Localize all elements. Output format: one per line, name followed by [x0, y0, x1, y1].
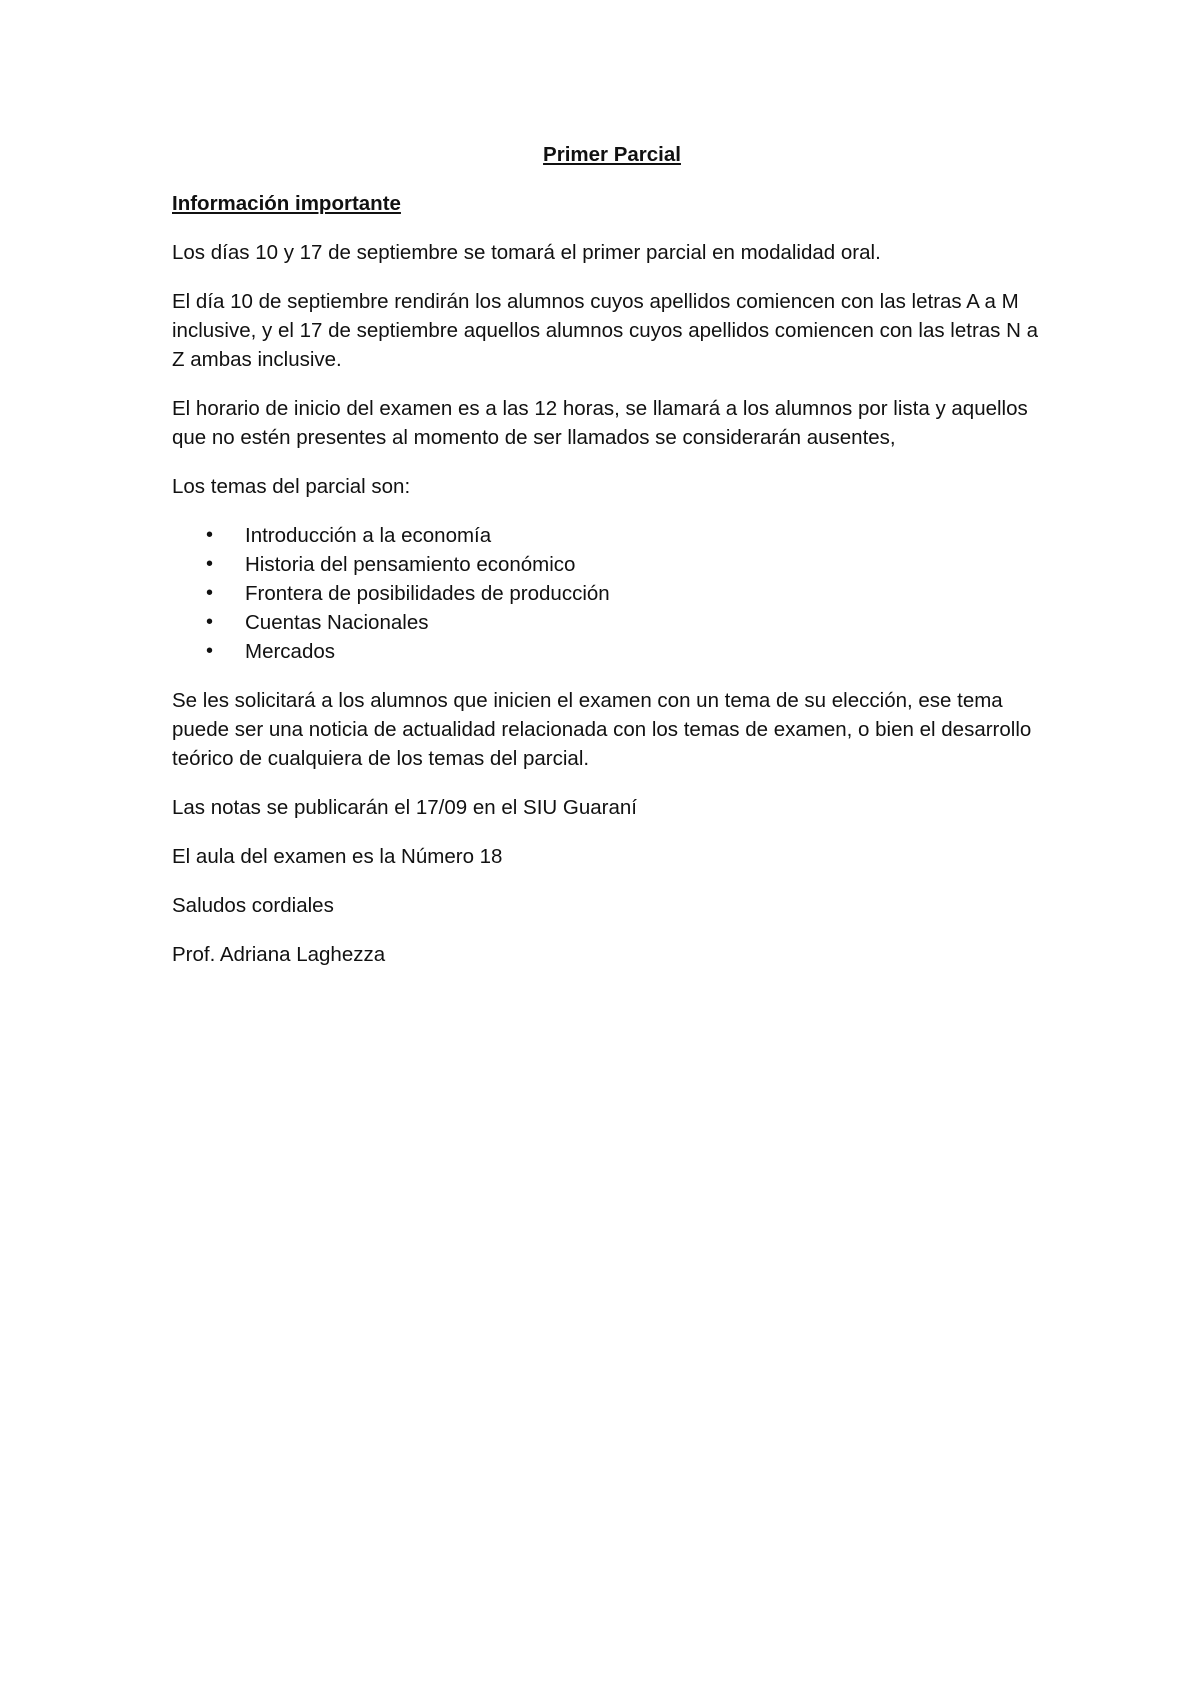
list-item: [172, 579, 1052, 608]
topic-label: Cuentas Nacionales: [245, 611, 429, 634]
paragraph-topics-intro: Los temas del parcial son:: [172, 475, 411, 498]
list-item: [172, 608, 1052, 637]
paragraph-start-time: El horario de inicio del examen es a las 12 horas, se llamará a los alumnos por lista y aquellos que no estén presentes al momento de ser llamados se considerarán ausentes,: [172, 397, 1028, 449]
topic-label: Introducción a la economía: [245, 524, 492, 547]
topic-label: Mercados: [245, 640, 336, 663]
topic-label: Historia del pensamiento económico: [245, 553, 576, 576]
bullet-icon: •: [206, 611, 214, 633]
paragraph-dates: Los días 10 y 17 de septiembre se tomará el primer parcial en modalidad oral.: [172, 241, 881, 264]
document-subtitle: Información importante: [172, 192, 401, 215]
paragraph-classroom: El aula del examen es la Número 18: [172, 845, 503, 868]
list-item: [172, 550, 1052, 579]
list-item: [172, 637, 1052, 666]
document-title: Primer Parcial: [543, 143, 681, 166]
paragraph-exam-instructions: Se les solicitará a los alumnos que inicien el examen con un tema de su elección, ese tema puede ser una noticia de actualidad relacionada con los temas de examen, o bien el desarrollo teórico de cualquiera de los temas del parcial.: [172, 689, 1032, 770]
bullet-icon: •: [206, 582, 214, 604]
list-item: [172, 521, 1052, 550]
bullet-icon: •: [206, 640, 214, 662]
document-page: [172, 140, 1052, 989]
bullet-icon: •: [206, 553, 214, 575]
topic-label: Frontera de posibilidades de producción: [245, 582, 610, 605]
signature-text: Prof. Adriana Laghezza: [172, 943, 386, 966]
bullet-icon: •: [206, 524, 214, 546]
topics-list: [172, 521, 1052, 666]
paragraph-greeting: Saludos cordiales: [172, 894, 334, 917]
paragraph-schedule-by-surname: El día 10 de septiembre rendirán los alumnos cuyos apellidos comiencen con las letras A a M inclusive, y el 17 de septiembre aquellos alumnos cuyos apellidos comiencen con las letras N a Z ambas inclusive.: [172, 290, 1039, 371]
paragraph-grades-publication: Las notas se publicarán el 17/09 en el SIU Guaraní: [172, 796, 637, 819]
